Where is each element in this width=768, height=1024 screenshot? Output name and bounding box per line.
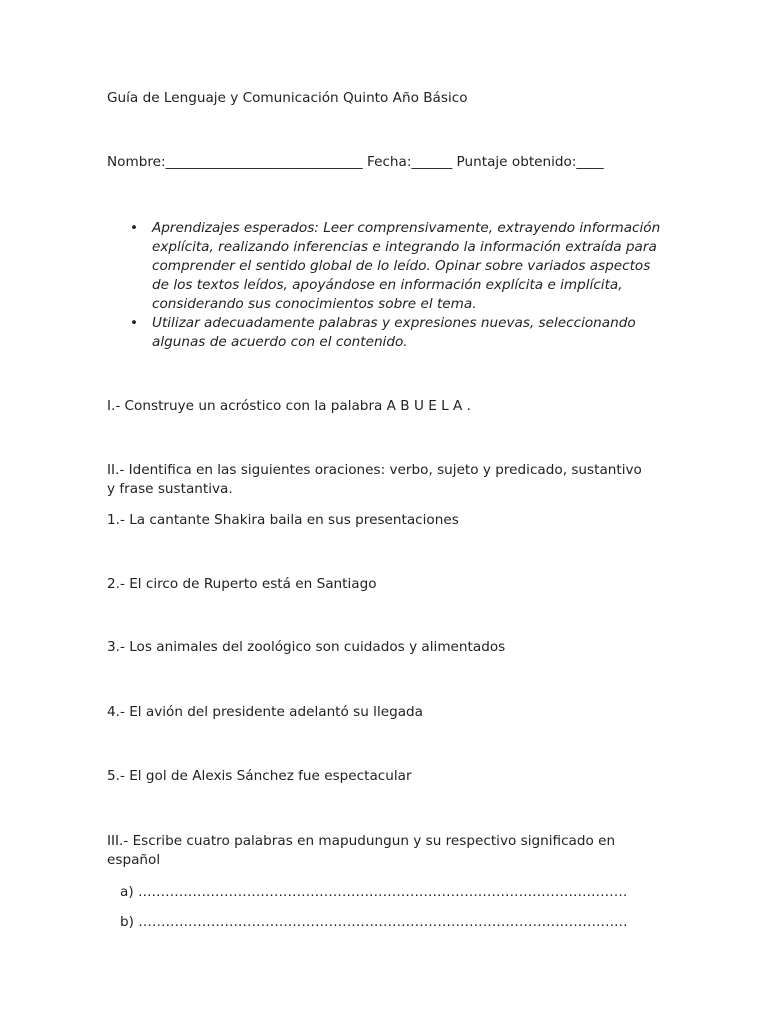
objective-item: • Aprendizajes esperados: Leer comprensivamente, extrayendo información explícita, realizando inferencias e integrando la información extraída para comprender el sentido global de lo leído. Opinar sobre variados aspectos de los textos leídos, apoyándose en información explícita e implícita, considerando sus conocimientos sobre el tema. [130,219,670,314]
page-title: Guía de Lenguaje y Comunicación Quinto Año Básico [107,90,468,106]
sentence-item: 5.- El gol de Alexis Sánchez fue espectacular [107,768,412,784]
sentence-item: 4.- El avión del presidente adelantó su llegada [107,704,424,720]
objective-item: • Utilizar adecuadamente palabras y expresiones nuevas, seleccionando algunas de acuerdo con el contenido. [130,314,670,352]
sentence-item: 2.- El circo de Ruperto está en Santiago [107,576,377,592]
section-3-instruction: III.- Escribe cuatro palabras en mapudungun y su respectivo significado en español [107,833,616,868]
sentence-item: 1.- La cantante Shakira baila en sus presentaciones [107,512,459,528]
section-2-instruction: II.- Identifica en las siguientes oraciones: verbo, sujeto y predicado, sustantivo y frase sustantiva. [107,462,642,497]
sentence-item: 3.- Los animales del zoológico son cuidados y alimentados [107,639,506,655]
section-1-instruction: I.- Construye un acróstico con la palabra A B U E L A . [107,398,471,414]
student-info-fields: Nombre:_____________________________ Fecha:______ Puntaje obtenido:____ [107,154,604,170]
answer-line-a: a) ……………………………………………………………………………………………… [120,884,628,900]
answer-line-b: b) ……………………………………………………………………………………………… [120,914,628,930]
learning-objectives-list [130,219,670,352]
